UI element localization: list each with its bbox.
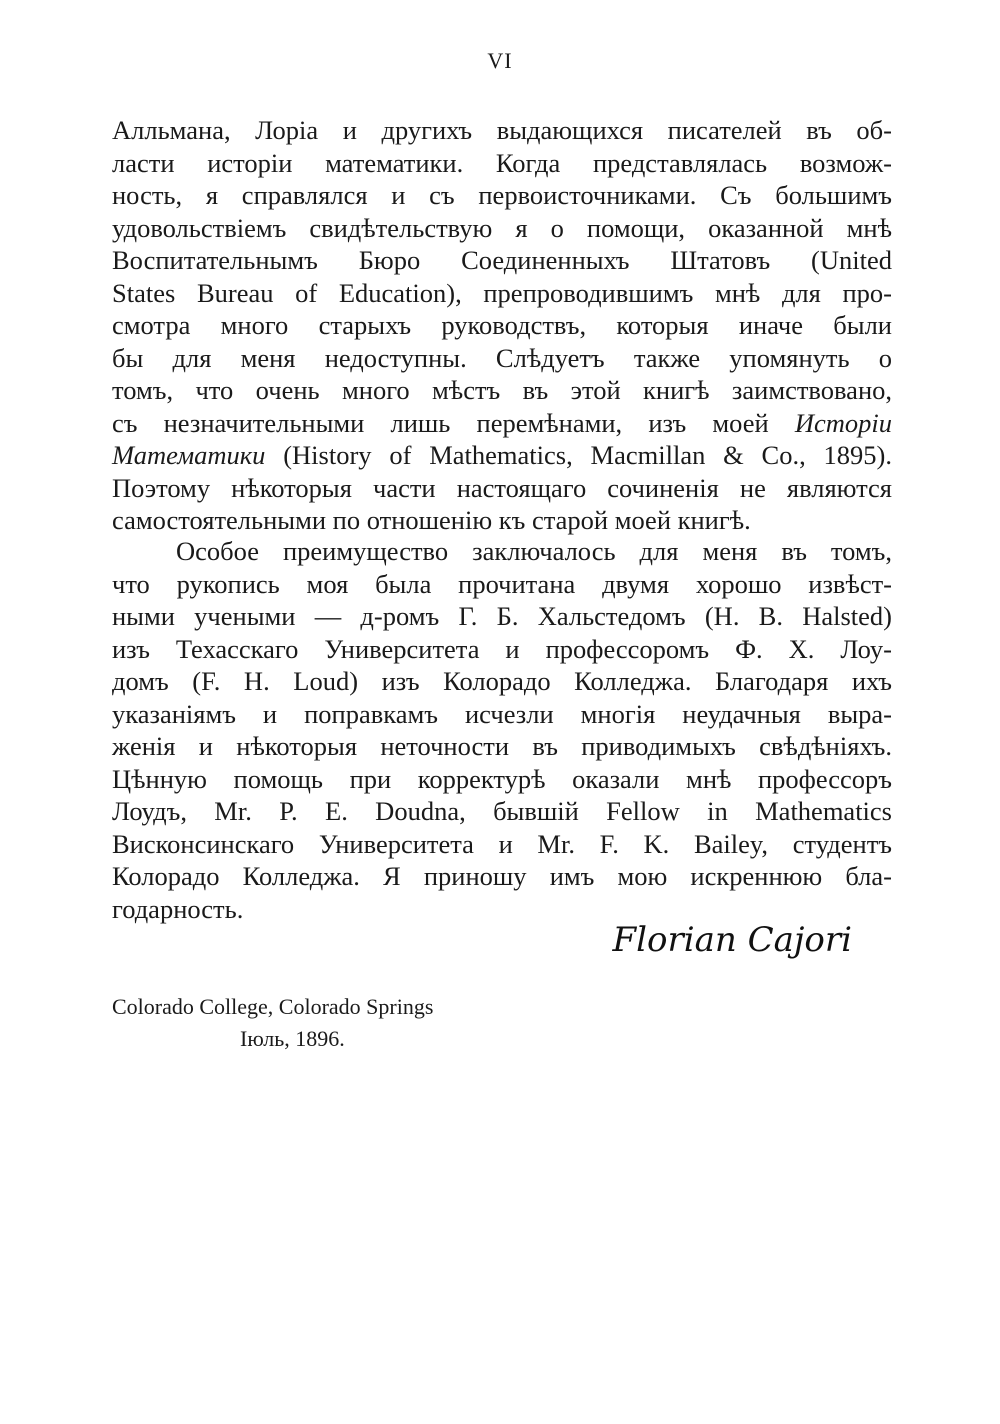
text-line-with-title — [112, 439, 892, 472]
text-line: годарность. — [112, 893, 244, 924]
text-line: States Bureau of Education), препроводившимъ мнѣ для про- — [112, 277, 892, 308]
text-line: бы для меня недоступны. Слѣдуетъ также упомянуть о — [112, 342, 892, 373]
text-line: самостоятельными по отношенію къ старой моей книгѣ. — [112, 505, 751, 535]
text-line-part: съ незначительными лишь перемѣнами, изъ моей — [112, 407, 769, 438]
text-line: ласти исторіи математики. Когда представлялась возмож- — [112, 147, 892, 178]
text-line: Лоудъ, Mr. P. E. Doudna, бывшій Fellow in Mathematics — [112, 796, 892, 826]
italic-book-title-end: Математики — [112, 440, 266, 470]
text-line: изъ Техасскаго Университета и профессоромъ Ф. Х. Лоу- — [112, 633, 892, 664]
text-line-with-title — [112, 407, 892, 440]
text-line: ность, я справлялся и съ первоисточниками. Съ большимъ — [112, 180, 892, 210]
italic-book-title-start: Исторіи — [794, 407, 892, 438]
text-line: что рукопись моя была прочитана двумя хорошо извѣст- — [112, 568, 892, 599]
date-line: Іюль, 1896. — [240, 1026, 345, 1051]
text-line-indented: Особое преимущество заключалось для меня въ томъ, — [176, 536, 892, 566]
text-line: Колорадо Колледжа. Я приношу имъ мою искреннюю бла- — [112, 861, 892, 891]
text-line: Алльмана, Лоріа и другихъ выдающихся писателей въ об- — [112, 115, 892, 145]
text-line: томъ, что очень много мѣстъ въ этой книгѣ заимствовано, — [112, 375, 892, 405]
text-line: Воспитательнымъ Бюро Соединенныхъ Штатовъ (United — [112, 245, 892, 275]
author-signature: Florian Cajori — [612, 920, 852, 960]
text-line: удовольствіемъ свидѣтельствую я о помощи, оказанной мнѣ — [112, 212, 892, 243]
preface-paragraph-1 — [112, 114, 892, 537]
text-line: смотра много старыхъ руководствъ, которыя иначе были — [112, 310, 892, 340]
text-line: Поэтому нѣкоторыя части настоящаго сочиненія не являются — [112, 472, 892, 503]
place-line: Colorado College, Colorado Springs — [112, 994, 434, 1019]
text-line: женія и нѣкоторыя неточности въ приводимыхъ свѣдѣніяхъ. — [112, 731, 892, 761]
preface-paragraph-2 — [112, 535, 892, 925]
text-line-part: (History of Mathematics, Macmillan & Co., 1895). — [265, 440, 892, 470]
text-line: Висконсинскаго Университета и Mr. F. K. Bailey, студентъ — [112, 828, 892, 859]
text-line: ными учеными — д-ромъ Г. Б. Хальстедомъ (H. B. Halsted) — [112, 601, 892, 631]
text-line: указаніямъ и поправкамъ исчезли многія неудачныя выра- — [112, 698, 892, 729]
text-line: домъ (F. H. Loud) изъ Колорадо Колледжа. Благодаря ихъ — [112, 666, 892, 696]
text-line: Цѣнную помощь при корректурѣ оказали мнѣ профессоръ — [112, 763, 892, 794]
page-number: VI — [487, 48, 513, 73]
